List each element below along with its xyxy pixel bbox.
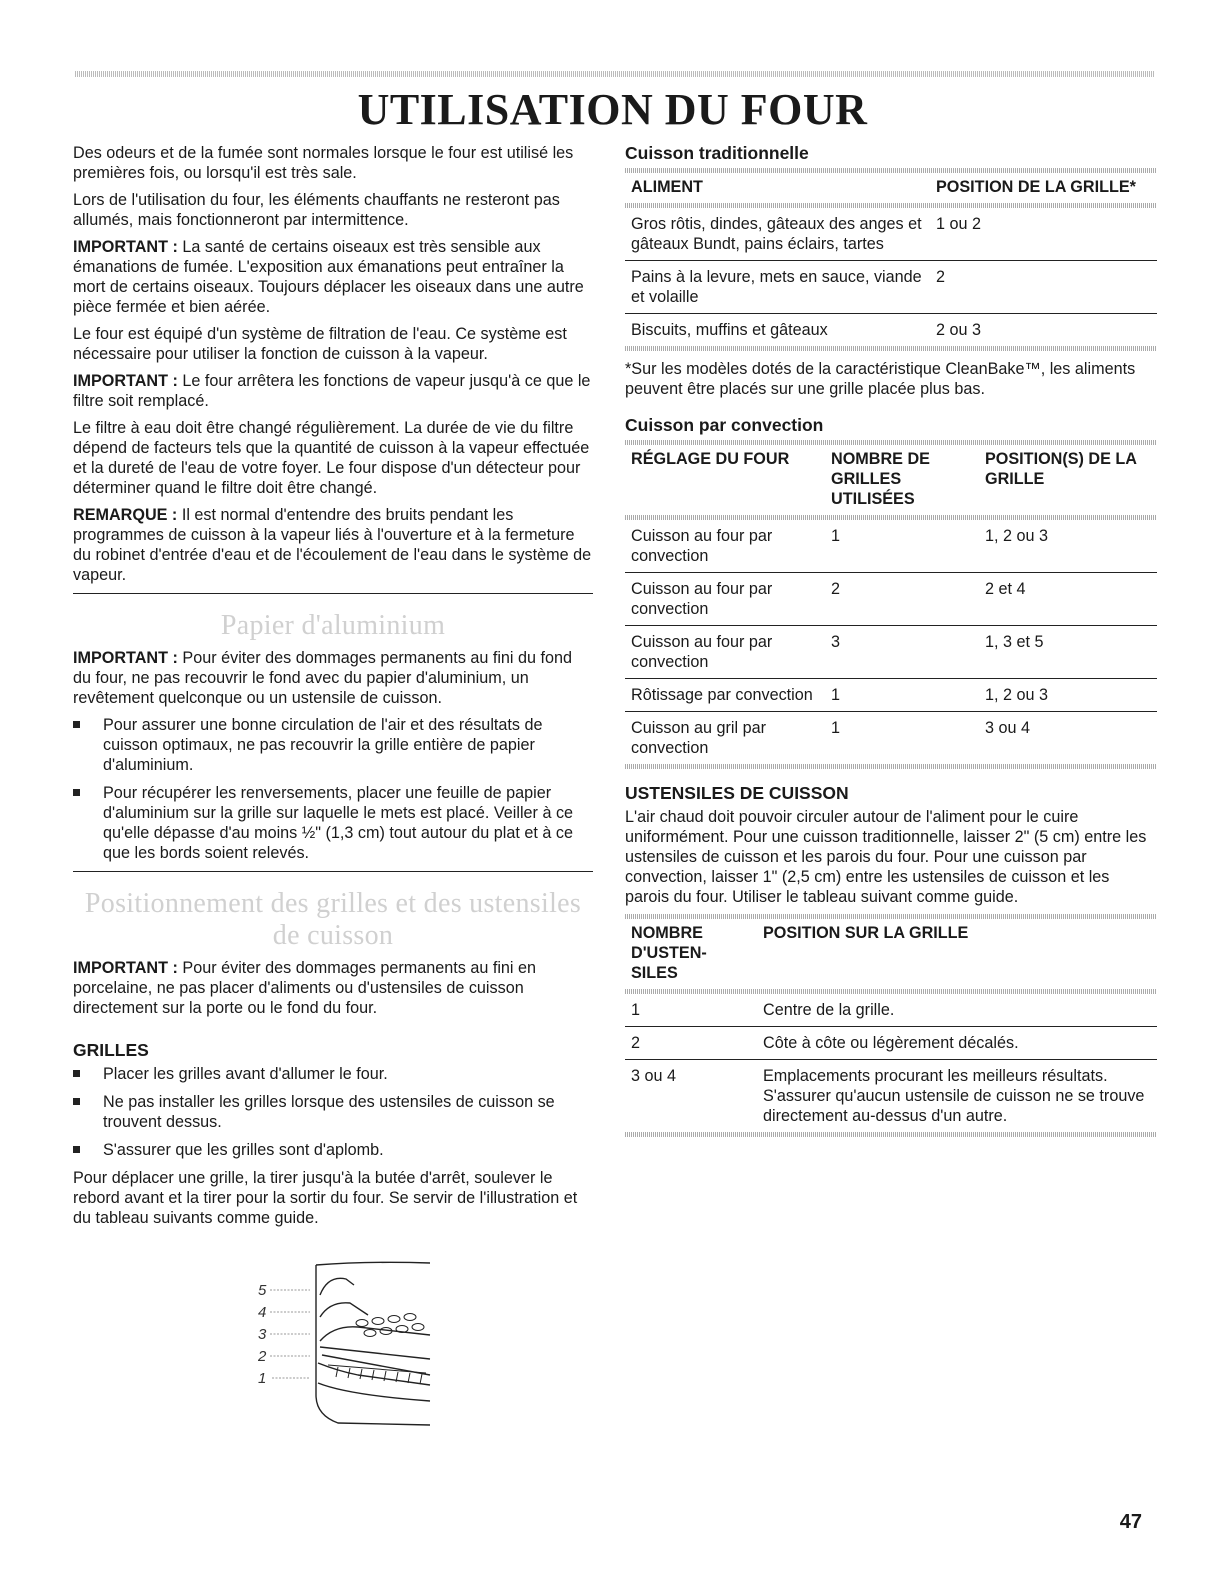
important-birds <box>73 237 593 317</box>
intro-paragraph-2: Lors de l'utilisation du four, les éléments chauffants ne resteront pas allumés, mais fonctionneront par intermittence. <box>73 191 560 229</box>
table-cell: Pains à la levure, mets en sauce, viande et volaille <box>625 261 930 314</box>
top-dotted-rule <box>75 71 1155 77</box>
positioning-heading: Positionnement des grilles et des ustensiles de cuisson <box>84 888 582 951</box>
table-cell: 1, 2 ou 3 <box>979 520 1157 573</box>
right-column <box>625 143 1157 1137</box>
foil-heading: Papier d'aluminium <box>220 610 446 641</box>
traditional-footnote: *Sur les modèles dotés de la caractéristique CleanBake™, les aliments peuvent être placés sur une grille placée plus bas. <box>625 360 1136 398</box>
table-cell: Cuisson au four par convection <box>625 520 825 573</box>
table-row <box>625 679 1157 712</box>
table-cell: 1, 2 ou 3 <box>979 679 1157 712</box>
table-header-row <box>625 919 1157 989</box>
column-header: RÉGLAGE DU FOUR <box>631 450 790 468</box>
intro-paragraph-6: Le filtre à eau doit être changé régulièrement. La durée de vie du filtre dépend de facteurs tels que la quantité de cuisson à la vapeur effectuée et la dureté de l'eau de votre foyer. Le four dispose d'un détecteur pour déterminer quand le filtre doit être changé. <box>73 419 590 497</box>
table-cell: Centre de la grille. <box>757 994 1157 1027</box>
rack-number-3: 3 <box>258 1326 267 1343</box>
table-row <box>625 1060 1157 1133</box>
dotted-rule <box>625 346 1157 351</box>
remark-text: Il est normal d'entendre des bruits pendant les programmes de cuisson à la vapeur liés à l'ouverture et à la fermeture du robinet d'entrée d'eau et de l'écoulement de l'eau dans le système de vapeur. <box>73 506 592 584</box>
table-cell: Cuisson au four par convection <box>625 573 825 626</box>
rack-number-5: 5 <box>258 1282 267 1299</box>
rack-number-2: 2 <box>258 1348 267 1365</box>
list-item <box>73 1140 593 1160</box>
rack-number-1: 1 <box>258 1370 267 1387</box>
traditional-table <box>625 173 1157 346</box>
table-cell: Gros rôtis, dindes, gâteaux des anges et gâteaux Bundt, pains éclairs, tartes <box>625 208 930 261</box>
dotted-rule <box>625 1132 1157 1137</box>
table-cell: 1 ou 2 <box>930 208 1157 261</box>
important-label: IMPORTANT : <box>73 372 178 390</box>
foil-important <box>73 648 593 708</box>
table-cell: 2 et 4 <box>979 573 1157 626</box>
list-item <box>73 715 593 775</box>
bullet-text: S'assurer que les grilles sont d'aplomb. <box>103 1141 384 1159</box>
table-cell: Biscuits, muffins et gâteaux <box>631 321 828 339</box>
bullet-square-icon <box>73 789 80 796</box>
grilles-bullet-list <box>73 1064 593 1160</box>
table-cell: 3 <box>825 626 979 679</box>
table-cell: 1 <box>625 994 757 1027</box>
bullet-square-icon <box>73 1098 80 1105</box>
foil-bullet-list <box>73 715 593 863</box>
remark-paragraph <box>73 505 593 585</box>
table-row <box>625 1027 1157 1060</box>
table-header-row <box>625 173 1157 203</box>
convection-table <box>625 445 1157 764</box>
table-cell: 2 <box>825 573 979 626</box>
oven-rack-illustration <box>258 1255 438 1430</box>
rack-number-4: 4 <box>258 1304 267 1321</box>
column-header: POSITION DE LA GRILLE* <box>936 178 1136 196</box>
table-cell: 1 <box>825 679 979 712</box>
table-cell: 1, 3 et 5 <box>979 626 1157 679</box>
positioning-important <box>73 958 593 1018</box>
important-birds-text: La santé de certains oiseaux est très sensible aux émanations de fumée. L'exposition aux émanations peut entraîner la mort de certains oiseaux. Toujours déplacer les oiseaux dans une autre pièce fermée et bien aérée. <box>73 238 584 316</box>
column-header: ALIMENT <box>631 178 703 196</box>
oven-interior-drawing <box>316 1262 430 1425</box>
left-column <box>73 143 593 1235</box>
table-cell: Emplacements procurant les meilleurs résultats. S'assurer qu'aucun ustensile de cuisson ne se trouve directement au-dessus d'un autre. <box>763 1067 1145 1125</box>
important-filter <box>73 371 593 411</box>
table-cell: 1 <box>831 719 841 737</box>
important-label: IMPORTANT : <box>73 238 178 256</box>
table-header-row <box>625 445 1157 515</box>
section-divider <box>73 871 593 872</box>
list-item <box>73 1064 593 1084</box>
utensils-paragraph: L'air chaud doit pouvoir circuler autour de l'aliment pour le cuire uniformément. Pour une cuisson traditionnelle, laisser 2" (5 cm) entre les ustensiles de cuisson et les parois du four. Pour une cuisson par convection, laisser 1" (2,5 cm) entre les ustensiles de cuisson et les parois du four. Utiliser le tableau suivant comme guide. <box>625 808 1147 906</box>
bullet-text: Placer les grilles avant d'allumer le four. <box>103 1065 388 1083</box>
baking-tray-drawing <box>328 1314 426 1385</box>
remark-label: REMARQUE : <box>73 506 178 524</box>
table-cell: 1 <box>825 520 979 573</box>
table-row <box>625 314 1157 347</box>
table-cell: Côte à côte ou légèrement décalés. <box>757 1027 1157 1060</box>
table-row <box>625 626 1157 679</box>
important-label: IMPORTANT : <box>73 649 178 667</box>
table-row <box>625 520 1157 573</box>
table-row <box>625 573 1157 626</box>
column-header: POSITION SUR LA GRILLE <box>763 924 969 942</box>
column-header: NOMBRE DE GRILLES UTILISÉES <box>831 450 930 508</box>
table-cell: 2 <box>625 1027 757 1060</box>
important-label: IMPORTANT : <box>73 959 178 977</box>
table-cell: 2 <box>930 261 1157 314</box>
table-row <box>625 994 1157 1027</box>
column-header: NOMBRE D'USTEN-SILES <box>631 924 707 982</box>
table-cell: Cuisson au four par convection <box>625 626 825 679</box>
table-row <box>625 208 1157 261</box>
intro-paragraph-1: Des odeurs et de la fumée sont normales lorsque le four est utilisé les premières fois, ou lorsqu'il est très sale. <box>73 144 574 182</box>
bullet-square-icon <box>73 1146 80 1153</box>
list-item <box>73 783 593 863</box>
bullet-text: Pour assurer une bonne circulation de l'air et des résultats de cuisson optimaux, ne pas recouvrir la grille entière de papier d'aluminium. <box>103 716 543 774</box>
table-cell: Rôtissage par convection <box>625 679 825 712</box>
column-header: POSITION(S) DE LA GRILLE <box>985 450 1137 488</box>
section-divider <box>73 593 593 594</box>
bullet-square-icon <box>73 1070 80 1077</box>
table-cell: 3 ou 4 <box>985 719 1031 737</box>
table-row <box>625 261 1157 314</box>
page-title: UTILISATION DU FOUR <box>357 85 868 134</box>
traditional-title: Cuisson traditionnelle <box>625 143 809 163</box>
important-filter-text: Le four arrêtera les fonctions de vapeur jusqu'à ce que le filtre soit remplacé. <box>73 372 591 410</box>
table-cell: 2 ou 3 <box>936 321 982 339</box>
bullet-square-icon <box>73 721 80 728</box>
dotted-rule <box>625 764 1157 769</box>
bullet-text: Pour récupérer les renversements, placer une feuille de papier d'aluminium sur la grille sur laquelle le mets est placé. Veiller à ce qu'elle dépasse d'au moins ½" (1,3 cm) tout autour du plat et à ce que les bords soient relevés. <box>103 784 574 862</box>
grilles-closing-paragraph: Pour déplacer une grille, la tirer jusqu'à la butée d'arrêt, soulever le rebord avant et la tirer pour la sortir du four. Se servir de l'illustration et du tableau suivants comme guide. <box>73 1169 578 1227</box>
page-number: 47 <box>1119 1511 1142 1533</box>
utensils-table <box>625 919 1157 1132</box>
table-cell: 3 ou 4 <box>631 1067 677 1085</box>
table-row <box>625 712 1157 765</box>
convection-title: Cuisson par convection <box>625 415 824 435</box>
intro-paragraph-4: Le four est équipé d'un système de filtration de l'eau. Ce système est nécessaire pour utiliser la fonction de cuisson à la vapeur. <box>73 325 567 363</box>
foil-important-text: Pour éviter des dommages permanents au fini du fond du four, ne pas recouvrir le fond avec du papier d'aluminium, un revêtement quelconque ou un ustensile de cuisson. <box>73 649 573 707</box>
positioning-important-text: Pour éviter des dommages permanents au fini en porcelaine, ne pas placer d'aliments ou d'ustensiles de cuisson directement sur la porte ou le fond du four. <box>73 959 537 1017</box>
table-cell: Cuisson au gril par convection <box>631 719 766 757</box>
bullet-text: Ne pas installer les grilles lorsque des ustensiles de cuisson se trouvent dessus. <box>103 1093 555 1131</box>
grilles-heading: GRILLES <box>73 1040 149 1060</box>
list-item <box>73 1092 593 1132</box>
utensils-heading: USTENSILES DE CUISSON <box>625 783 849 803</box>
